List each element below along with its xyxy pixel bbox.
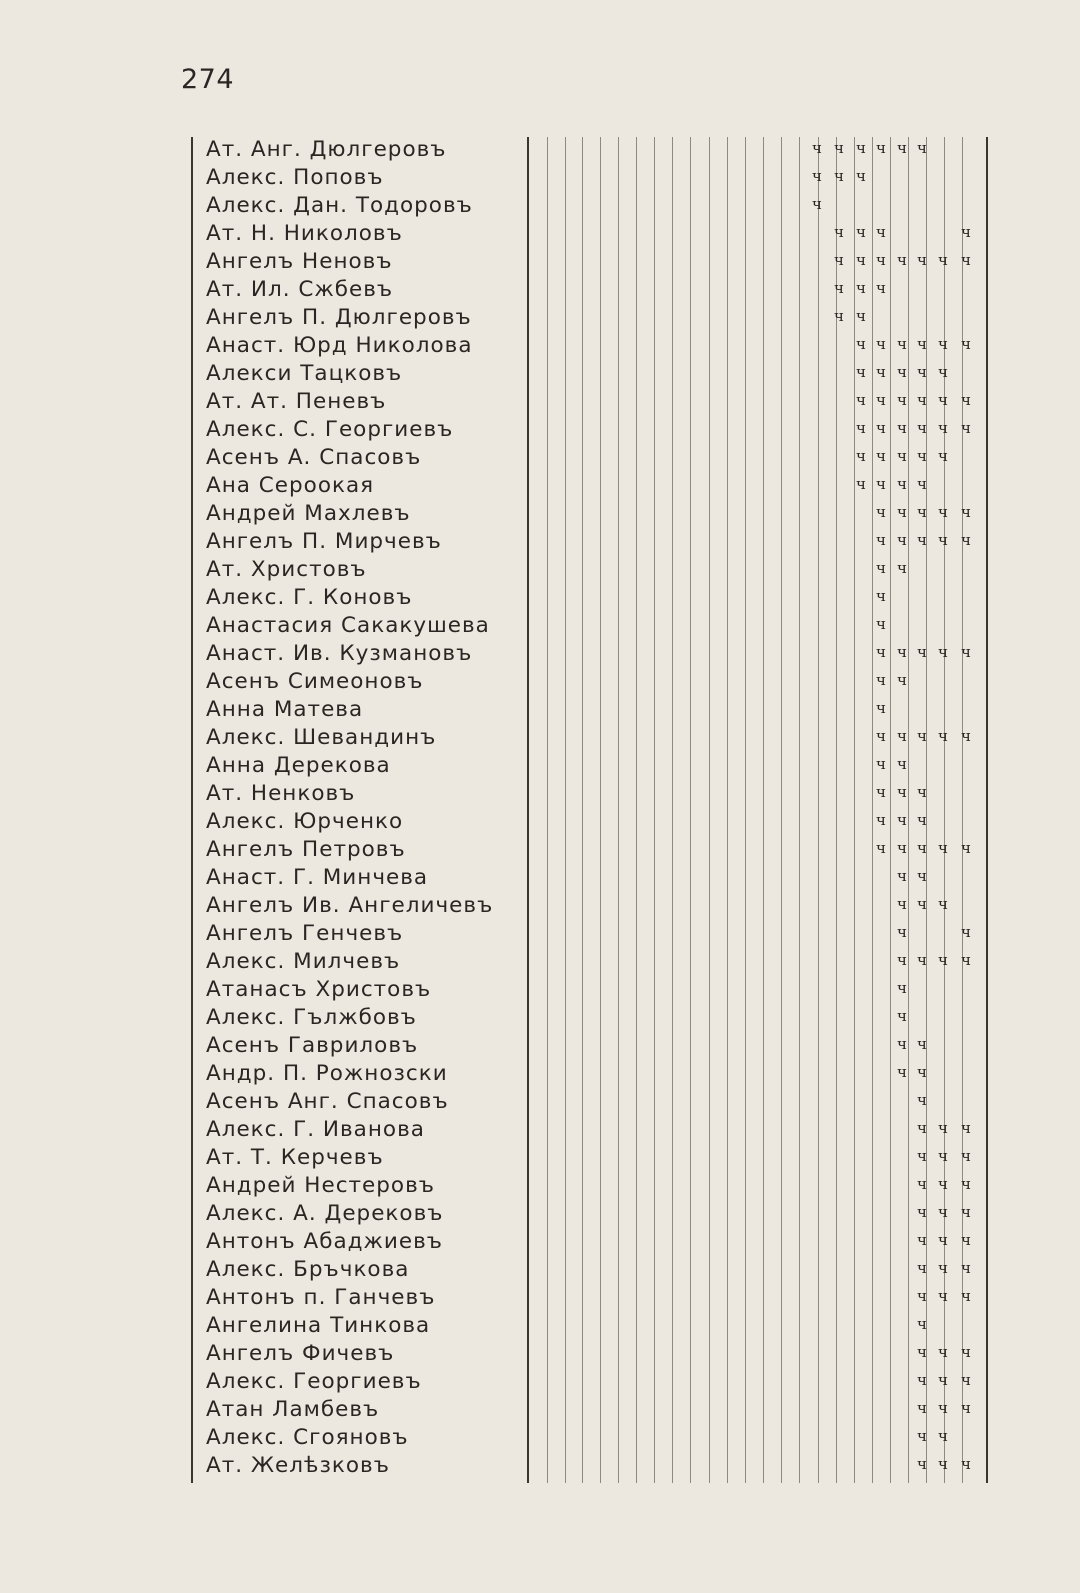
- attendance-mark: ч: [961, 727, 971, 745]
- attendance-mark: ч: [938, 1287, 948, 1305]
- attendance-mark: ч: [917, 811, 927, 829]
- attendance-mark: ч: [938, 643, 948, 661]
- column-line: [600, 137, 601, 1483]
- attendance-mark: ч: [917, 419, 927, 437]
- attendance-mark: ч: [856, 307, 866, 325]
- attendance-mark: ч: [897, 979, 907, 997]
- attendance-mark: ч: [917, 1315, 927, 1333]
- attendance-mark: ч: [897, 531, 907, 549]
- column-line: [636, 137, 637, 1483]
- attendance-mark: ч: [917, 1343, 927, 1361]
- attendance-mark: ч: [876, 643, 886, 661]
- attendance-mark: ч: [897, 139, 907, 157]
- name-entry: Алекси Тацковъ: [206, 361, 403, 386]
- column-line: [654, 137, 655, 1483]
- right-border-rule: [986, 137, 988, 1483]
- column-line: [836, 137, 837, 1483]
- column-line: [582, 137, 583, 1483]
- attendance-mark: ч: [876, 475, 886, 493]
- attendance-mark: ч: [938, 727, 948, 745]
- attendance-mark: ч: [917, 1063, 927, 1081]
- attendance-mark: ч: [876, 223, 886, 241]
- attendance-mark: ч: [876, 811, 886, 829]
- attendance-mark: ч: [897, 783, 907, 801]
- attendance-mark: ч: [897, 503, 907, 521]
- attendance-mark: ч: [961, 223, 971, 241]
- attendance-mark: ч: [961, 1147, 971, 1165]
- name-entry: Ат. Ненковъ: [206, 781, 356, 806]
- attendance-mark: ч: [938, 391, 948, 409]
- attendance-mark: ч: [961, 1203, 971, 1221]
- attendance-mark: ч: [961, 1175, 971, 1193]
- attendance-mark: ч: [961, 643, 971, 661]
- name-entry: Ат. Христовъ: [206, 557, 367, 582]
- attendance-mark: ч: [961, 1259, 971, 1277]
- name-entry: Ангелина Тинкова: [206, 1313, 431, 1338]
- attendance-mark: ч: [917, 1399, 927, 1417]
- attendance-mark: ч: [917, 783, 927, 801]
- attendance-mark: ч: [834, 223, 844, 241]
- name-entry: Алекс. Гължбовъ: [206, 1005, 417, 1030]
- attendance-mark: ч: [856, 419, 866, 437]
- column-line: [818, 137, 819, 1483]
- attendance-mark: ч: [897, 923, 907, 941]
- attendance-mark: ч: [876, 335, 886, 353]
- name-entry: Андр. П. Рожнозски: [206, 1061, 448, 1086]
- attendance-mark: ч: [961, 1399, 971, 1417]
- attendance-mark: ч: [938, 419, 948, 437]
- column-line: [727, 137, 728, 1483]
- attendance-mark: ч: [834, 251, 844, 269]
- left-border-rule: [191, 137, 193, 1483]
- name-entry: Алекс. С. Георгиевъ: [206, 417, 454, 442]
- attendance-mark: ч: [917, 1203, 927, 1221]
- name-entry: Алекс. Георгиевъ: [206, 1369, 422, 1394]
- name-entry: Алекс. Поповъ: [206, 165, 384, 190]
- attendance-mark: ч: [938, 503, 948, 521]
- attendance-mark: ч: [856, 475, 866, 493]
- name-entry: Ангелъ Петровъ: [206, 837, 406, 862]
- attendance-mark: ч: [961, 951, 971, 969]
- name-entry: Алекс. Милчевъ: [206, 949, 401, 974]
- attendance-mark: ч: [917, 363, 927, 381]
- name-entry: Анаст. Г. Минчева: [206, 865, 429, 890]
- attendance-mark: ч: [856, 279, 866, 297]
- name-list: [206, 136, 526, 1480]
- attendance-mark: ч: [917, 1371, 927, 1389]
- attendance-mark: ч: [961, 923, 971, 941]
- attendance-mark: ч: [917, 503, 927, 521]
- attendance-mark: ч: [961, 1231, 971, 1249]
- attendance-mark: ч: [917, 727, 927, 745]
- column-line: [745, 137, 746, 1483]
- attendance-mark: ч: [897, 811, 907, 829]
- attendance-mark: ч: [812, 195, 822, 213]
- attendance-mark: ч: [897, 447, 907, 465]
- name-entry: Алекс. А. Дерековъ: [206, 1201, 444, 1226]
- column-line: [690, 137, 691, 1483]
- attendance-mark: ч: [876, 447, 886, 465]
- name-entry: Атан Ламбевъ: [206, 1397, 380, 1422]
- name-entry: Алекс. Г. Иванова: [206, 1117, 425, 1142]
- attendance-mark: ч: [938, 1455, 948, 1473]
- name-entry: Алекс. Сгояновъ: [206, 1425, 409, 1450]
- name-entry: Ангелъ Генчевъ: [206, 921, 404, 946]
- name-entry: Анна Дерекова: [206, 753, 391, 778]
- attendance-mark: ч: [938, 1231, 948, 1249]
- attendance-mark: ч: [961, 1371, 971, 1389]
- attendance-mark: ч: [961, 1119, 971, 1137]
- attendance-mark: ч: [938, 531, 948, 549]
- name-entry: Анна Матева: [206, 697, 364, 722]
- column-line: [890, 137, 891, 1483]
- name-entry: Ат. Ил. Сжбевъ: [206, 277, 394, 302]
- attendance-mark: ч: [917, 1147, 927, 1165]
- attendance-mark: ч: [897, 1007, 907, 1025]
- attendance-mark: ч: [917, 643, 927, 661]
- attendance-mark: ч: [961, 1455, 971, 1473]
- attendance-mark: ч: [917, 1259, 927, 1277]
- attendance-mark: ч: [876, 755, 886, 773]
- attendance-mark: ч: [938, 335, 948, 353]
- attendance-mark: ч: [917, 867, 927, 885]
- attendance-mark: ч: [917, 391, 927, 409]
- attendance-mark: ч: [938, 447, 948, 465]
- name-entry: Антонъ п. Ганчевъ: [206, 1285, 436, 1310]
- attendance-mark: ч: [856, 139, 866, 157]
- attendance-mark: ч: [938, 1343, 948, 1361]
- name-entry: Ана Сероокая: [206, 473, 375, 498]
- name-entry: Анастасия Сакакушева: [206, 613, 490, 638]
- name-entry: Алекс. Г. Коновъ: [206, 585, 413, 610]
- attendance-mark: ч: [876, 699, 886, 717]
- name-entry: Антонъ Абаджиевъ: [206, 1229, 443, 1254]
- attendance-mark: ч: [938, 1175, 948, 1193]
- attendance-mark: ч: [876, 671, 886, 689]
- attendance-mark: ч: [897, 643, 907, 661]
- attendance-mark: ч: [961, 839, 971, 857]
- attendance-mark: ч: [897, 839, 907, 857]
- attendance-mark: ч: [897, 419, 907, 437]
- name-entry: Анаст. Ив. Кузмановъ: [206, 641, 473, 666]
- name-entry: Ат. Желѣзковъ: [206, 1453, 390, 1478]
- attendance-mark: ч: [961, 419, 971, 437]
- attendance-mark: ч: [897, 363, 907, 381]
- attendance-mark: ч: [856, 167, 866, 185]
- name-entry: Ангелъ Неновъ: [206, 249, 393, 274]
- attendance-mark: ч: [897, 559, 907, 577]
- attendance-mark: ч: [917, 839, 927, 857]
- attendance-mark: ч: [876, 419, 886, 437]
- attendance-mark: ч: [961, 503, 971, 521]
- attendance-mark: ч: [917, 951, 927, 969]
- column-line: [781, 137, 782, 1483]
- column-line: [908, 137, 909, 1483]
- attendance-mark: ч: [938, 1259, 948, 1277]
- name-column-rule: [527, 137, 529, 1483]
- attendance-mark: ч: [917, 1091, 927, 1109]
- name-entry: Алекс. Юрченко: [206, 809, 404, 834]
- name-entry: Алекс. Бръчкова: [206, 1257, 410, 1282]
- attendance-mark: ч: [856, 391, 866, 409]
- name-entry: Асенъ Симеоновъ: [206, 669, 424, 694]
- attendance-mark: ч: [876, 615, 886, 633]
- attendance-mark: ч: [834, 139, 844, 157]
- column-line: [872, 137, 873, 1483]
- attendance-mark: ч: [917, 1231, 927, 1249]
- attendance-mark: ч: [961, 335, 971, 353]
- attendance-mark: ч: [938, 951, 948, 969]
- attendance-mark: ч: [897, 671, 907, 689]
- attendance-mark: ч: [897, 727, 907, 745]
- attendance-mark: ч: [917, 1119, 927, 1137]
- attendance-mark: ч: [856, 335, 866, 353]
- attendance-mark: ч: [897, 251, 907, 269]
- attendance-mark: ч: [961, 251, 971, 269]
- attendance-mark: ч: [917, 335, 927, 353]
- attendance-mark: ч: [917, 531, 927, 549]
- attendance-mark: ч: [897, 867, 907, 885]
- attendance-mark: ч: [917, 475, 927, 493]
- attendance-mark: ч: [961, 391, 971, 409]
- attendance-mark: ч: [812, 139, 822, 157]
- column-line: [672, 137, 673, 1483]
- name-entry: Анаст. Юрд Николова: [206, 333, 473, 358]
- attendance-mark: ч: [876, 503, 886, 521]
- column-line: [618, 137, 619, 1483]
- column-line: [565, 137, 566, 1483]
- name-entry: Асенъ Гавриловъ: [206, 1033, 419, 1058]
- attendance-mark: ч: [938, 1399, 948, 1417]
- attendance-mark: ч: [961, 531, 971, 549]
- attendance-mark: ч: [938, 839, 948, 857]
- attendance-mark: ч: [876, 727, 886, 745]
- attendance-mark: ч: [856, 251, 866, 269]
- attendance-mark: ч: [917, 1287, 927, 1305]
- attendance-mark: ч: [961, 1343, 971, 1361]
- attendance-mark: ч: [917, 1035, 927, 1053]
- attendance-mark: ч: [876, 559, 886, 577]
- name-entry: Ангелъ Фичевъ: [206, 1341, 395, 1366]
- attendance-mark: ч: [938, 1147, 948, 1165]
- attendance-mark: ч: [897, 755, 907, 773]
- page-number: 274: [181, 64, 235, 95]
- attendance-mark: ч: [834, 279, 844, 297]
- attendance-mark: ч: [917, 1427, 927, 1445]
- attendance-mark: ч: [897, 475, 907, 493]
- attendance-mark: ч: [938, 1427, 948, 1445]
- attendance-mark: ч: [876, 279, 886, 297]
- attendance-mark: ч: [917, 895, 927, 913]
- attendance-mark: ч: [938, 895, 948, 913]
- attendance-mark: ч: [876, 531, 886, 549]
- attendance-mark: ч: [917, 1455, 927, 1473]
- attendance-mark: ч: [897, 335, 907, 353]
- attendance-mark: ч: [856, 447, 866, 465]
- name-entry: Ангелъ П. Мирчевъ: [206, 529, 442, 554]
- attendance-mark: ч: [938, 363, 948, 381]
- attendance-mark: ч: [856, 363, 866, 381]
- name-entry: Ангелъ П. Дюлгеровъ: [206, 305, 472, 330]
- attendance-mark: ч: [876, 783, 886, 801]
- name-entry: Атанасъ Христовъ: [206, 977, 432, 1002]
- attendance-mark: ч: [876, 139, 886, 157]
- attendance-mark: ч: [917, 251, 927, 269]
- column-line: [763, 137, 764, 1483]
- attendance-mark: ч: [897, 1035, 907, 1053]
- name-entry: Ат. Анг. Дюлгеровъ: [206, 137, 447, 162]
- attendance-mark: ч: [876, 587, 886, 605]
- attendance-mark: ч: [917, 1175, 927, 1193]
- name-entry: Ангелъ Ив. Ангеличевъ: [206, 893, 494, 918]
- attendance-mark: ч: [834, 167, 844, 185]
- attendance-mark: ч: [812, 167, 822, 185]
- attendance-mark: ч: [876, 363, 886, 381]
- name-entry: Алекс. Дан. Тодоровъ: [206, 193, 473, 218]
- name-entry: Андрей Нестеровъ: [206, 1173, 435, 1198]
- attendance-mark: ч: [876, 391, 886, 409]
- attendance-mark: ч: [917, 447, 927, 465]
- attendance-mark: ч: [938, 1203, 948, 1221]
- attendance-mark: ч: [938, 1371, 948, 1389]
- name-entry: Андрей Махлевъ: [206, 501, 411, 526]
- attendance-mark: ч: [876, 251, 886, 269]
- column-line: [709, 137, 710, 1483]
- column-line: [799, 137, 800, 1483]
- column-line: [547, 137, 548, 1483]
- attendance-mark: ч: [856, 223, 866, 241]
- attendance-mark: ч: [961, 1287, 971, 1305]
- attendance-mark: ч: [938, 251, 948, 269]
- attendance-mark: ч: [897, 1063, 907, 1081]
- attendance-mark: ч: [897, 895, 907, 913]
- attendance-mark: ч: [897, 951, 907, 969]
- name-entry: Асенъ Анг. Спасовъ: [206, 1089, 449, 1114]
- attendance-mark: ч: [897, 391, 907, 409]
- name-entry: Ат. Т. Керчевъ: [206, 1145, 384, 1170]
- name-entry: Асенъ А. Спасовъ: [206, 445, 422, 470]
- attendance-mark: ч: [917, 139, 927, 157]
- attendance-mark: ч: [876, 839, 886, 857]
- attendance-mark: ч: [938, 1119, 948, 1137]
- name-entry: Ат. Н. Николовъ: [206, 221, 403, 246]
- name-entry: Алекс. Шевандинъ: [206, 725, 437, 750]
- name-entry: Ат. Ат. Пеневъ: [206, 389, 387, 414]
- column-line: [854, 137, 855, 1483]
- attendance-mark: ч: [834, 307, 844, 325]
